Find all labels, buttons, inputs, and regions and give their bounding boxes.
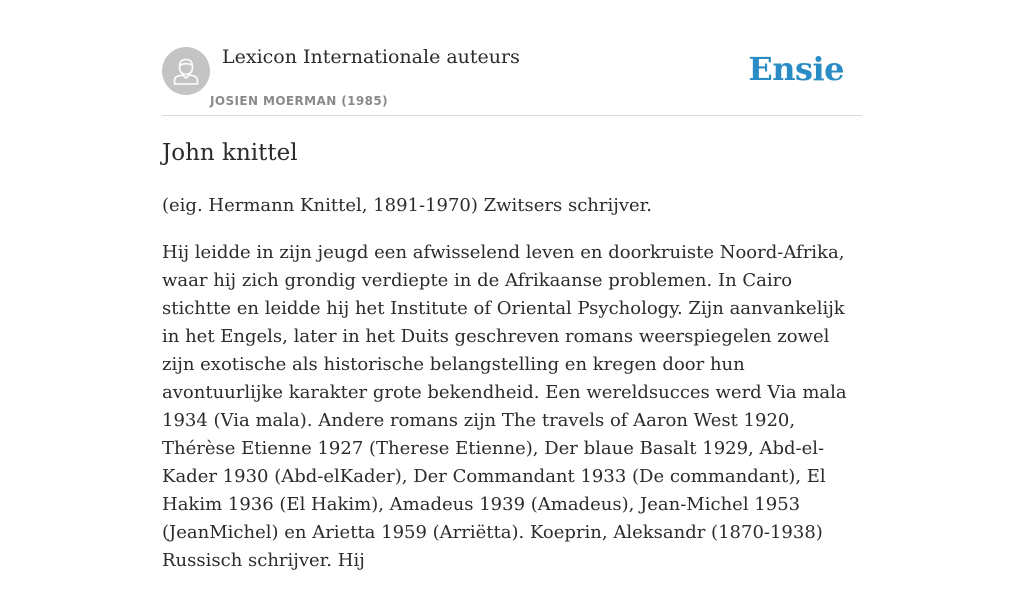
ensie-logo[interactable]: Ensie xyxy=(748,50,844,88)
entry-header xyxy=(162,44,862,116)
entry-paragraph: Hij leidde in zijn jeugd een afwisselend leven en doorkruiste Noord-Afrika, waar hij zich grondig verdiepte in de Afrikaanse problemen. In Cairo stichtte en leidde hij het Institute of Oriental Psychology. Zijn aanvankelijk in het Engels, later in het Duits geschreven romans weerspiegelen zowel zijn exotische als historische belangstelling en kregen door hun avontuurlijke karakter grote bekendheid. Een wereldsucces werd Via mala 1934 (Via mala). Andere romans zijn The travels of Aaron West 1920, Thérèse Etienne 1927 (Therese Etienne), Der blaue Basalt 1929, Abd-el-Kader 1930 (Abd-elKader), Der Commandant 1933 (De commandant), El Hakim 1936 (El Hakim), Amadeus 1939 (Amadeus), Jean-Michel 1953 (JeanMichel) en Arietta 1959 (Arriëtta). Koeprin, Aleksandr (1870-1938) Russisch schrijver. Hij xyxy=(162,242,847,571)
user-icon xyxy=(162,47,210,95)
entry-body xyxy=(162,192,862,594)
entry-title: John knittel xyxy=(162,140,298,166)
source-title[interactable]: Lexicon Internationale auteurs xyxy=(222,46,520,68)
entry-intro: (eig. Hermann Knittel, 1891-1970) Zwitsers schrijver. xyxy=(162,195,652,216)
author-name[interactable]: JOSIEN MOERMAN (1985) xyxy=(210,94,388,108)
author-avatar[interactable] xyxy=(162,47,210,95)
